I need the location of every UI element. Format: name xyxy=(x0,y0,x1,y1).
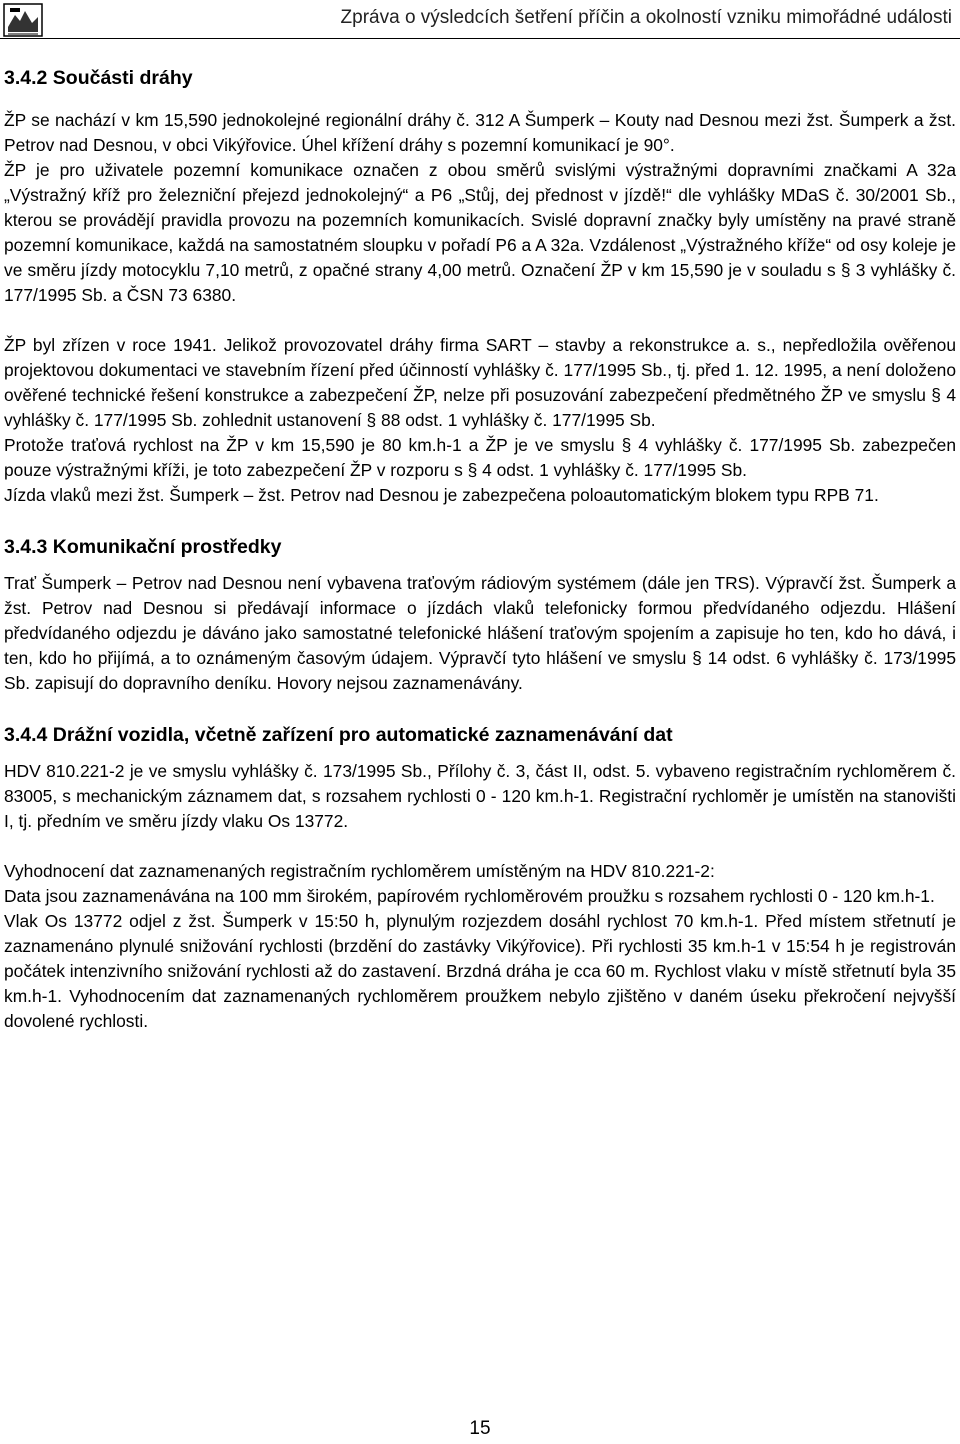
section-heading: 3.4.3 Komunikační prostředky xyxy=(4,536,282,558)
body-paragraph: Jízda vlaků mezi žst. Šumperk – žst. Petrov nad Desnou je zabezpečena poloautomatickým blokem typu RPB 71. xyxy=(4,485,879,505)
report-header-title: Zpráva o výsledcích šetření příčin a okolností vzniku mimořádné události xyxy=(340,7,952,28)
body-paragraph: Vyhodnocení dat zaznamenaných registračním rychloměrem umístěným na HDV 810.221-2: xyxy=(4,861,715,881)
authority-logo xyxy=(3,3,43,37)
report-body xyxy=(4,64,956,1034)
header-divider xyxy=(0,38,960,39)
body-paragraph: Data jsou zaznamenávána na 100 mm širokém, papírovém rychloměrovém proužku s rozsahem rychlosti 0 - 120 km.h-1. xyxy=(4,886,935,906)
body-paragraph: Vlak Os 13772 odjel z žst. Šumperk v 15:50 h, plynulým rozjezdem dosáhl rychlost 70 km.h-1. Před místem střetnutí je zaznamenáno plynulé snižování rychlosti (brzdění do zastávky Vikýřovice). Při rychlosti 35 km.h-1 v 15:54 h je registrován počátek intenzivního snižování rychlosti až do zastavení. Brzdná dráha je cca 60 m. Rychlost vlaku v místě střetnutí byla 35 km.h-1. Vyhodnocením dat zaznamenaných rychloměrem proužkem nebylo zjištěno v daném úseku překročení nejvyšší dovolené rychlosti. xyxy=(4,911,956,1031)
body-paragraph: Trať Šumperk – Petrov nad Desnou není vybavena traťovým rádiovým systémem (dále jen TRS). Výpravčí žst. Šumperk a žst. Petrov nad Desnou si předávají informace o jízdách vlaků telefonicky formou předvídaného odjezdu. Hlášení předvídaného odjezdu je dáváno jako samostatné telefonické hlášení traťovým spojením a zapisuje ho ten, kdo ho dává, i ten, kdo ho přijímá, a to oznámeným časovým údajem. Výpravčí tyto hlášení ve smyslu § 14 odst. 6 vyhlášky č. 173/1995 Sb. zapisují do dopravního deníku. Hovory nejsou zaznamenávány. xyxy=(4,573,956,693)
body-paragraph: ŽP je pro uživatele pozemní komunikace označen z obou směrů svislými výstražnými dopravními značkami A 32a „Výstražný kříž pro železniční přejezd jednokolejný“ a P6 „Stůj, dej přednost v jízdě!“ dle vyhlášky MDaS č. 30/2001 Sb., kterou se provádějí pravidla provozu na pozemních komunikacích. Svislé dopravní značky byly umístěny na pravé straně pozemní komunikace, každá na samostatném sloupku v pořadí P6 a A 32a. Vzdálenost „Výstražného kříže“ od osy koleje je ve směru jízdy motocyklu 7,10 metrů, z opačné strany 4,00 metrů. Označení ŽP v km 15,590 je v souladu s § 3 vyhlášky č. 177/1995 Sb. a ČSN 73 6380. xyxy=(4,160,956,305)
body-paragraph: HDV 810.221-2 je ve smyslu vyhlášky č. 173/1995 Sb., Přílohy č. 3, část II, odst. 5. vybaveno registračním rychloměrem č. 83005, s mechanickým záznamem dat, s rozsahem rychlosti 0 - 120 km.h-1. Registrační rychloměr je umístěn na stanovišti I, tj. předním ve směru jízdy vlaku Os 13772. xyxy=(4,761,956,831)
body-paragraph: ŽP byl zřízen v roce 1941. Jelikož provozovatel dráhy firma SART – stavby a rekonstrukce a. s., nepředložila ověřenou projektovou dokumentaci ve stavebním řízení před účinností vyhlášky č. 177/1995 Sb., tj. před 1. 12. 1995, a není doloženo ověřené technické řešení konstrukce a zabezpečení ŽP, nelze při posuzování zabezpečení předmětného ŽP ve smyslu § 4 vyhlášky č. 177/1995 Sb. zohlednit ustanovení § 88 odst. 1 vyhlášky č. 177/1995 Sb. xyxy=(4,335,956,430)
section-heading: 3.4.4 Drážní vozidla, včetně zařízení pro automatické zaznamenávání dat xyxy=(4,724,673,746)
body-paragraph: Protože traťová rychlost na ŽP v km 15,590 je 80 km.h-1 a ŽP je ve smyslu § 4 vyhlášky č. 177/1995 Sb. zabezpečen pouze výstražnými kříži, je toto zabezpečení ŽP v rozporu s § 4 odst. 1 vyhlášky č. 177/1995 Sb. xyxy=(4,435,956,480)
body-paragraph: ŽP se nachází v km 15,590 jednokolejné regionální dráhy č. 312 A Šumperk – Kouty nad Desnou mezi žst. Šumperk a žst. Petrov nad Desnou, v obci Vikýřovice. Úhel křížení dráhy s pozemní komunikací je 90°. xyxy=(4,110,956,155)
page-number: 15 xyxy=(469,1418,491,1439)
section-heading: 3.4.2 Součásti dráhy xyxy=(4,67,193,89)
